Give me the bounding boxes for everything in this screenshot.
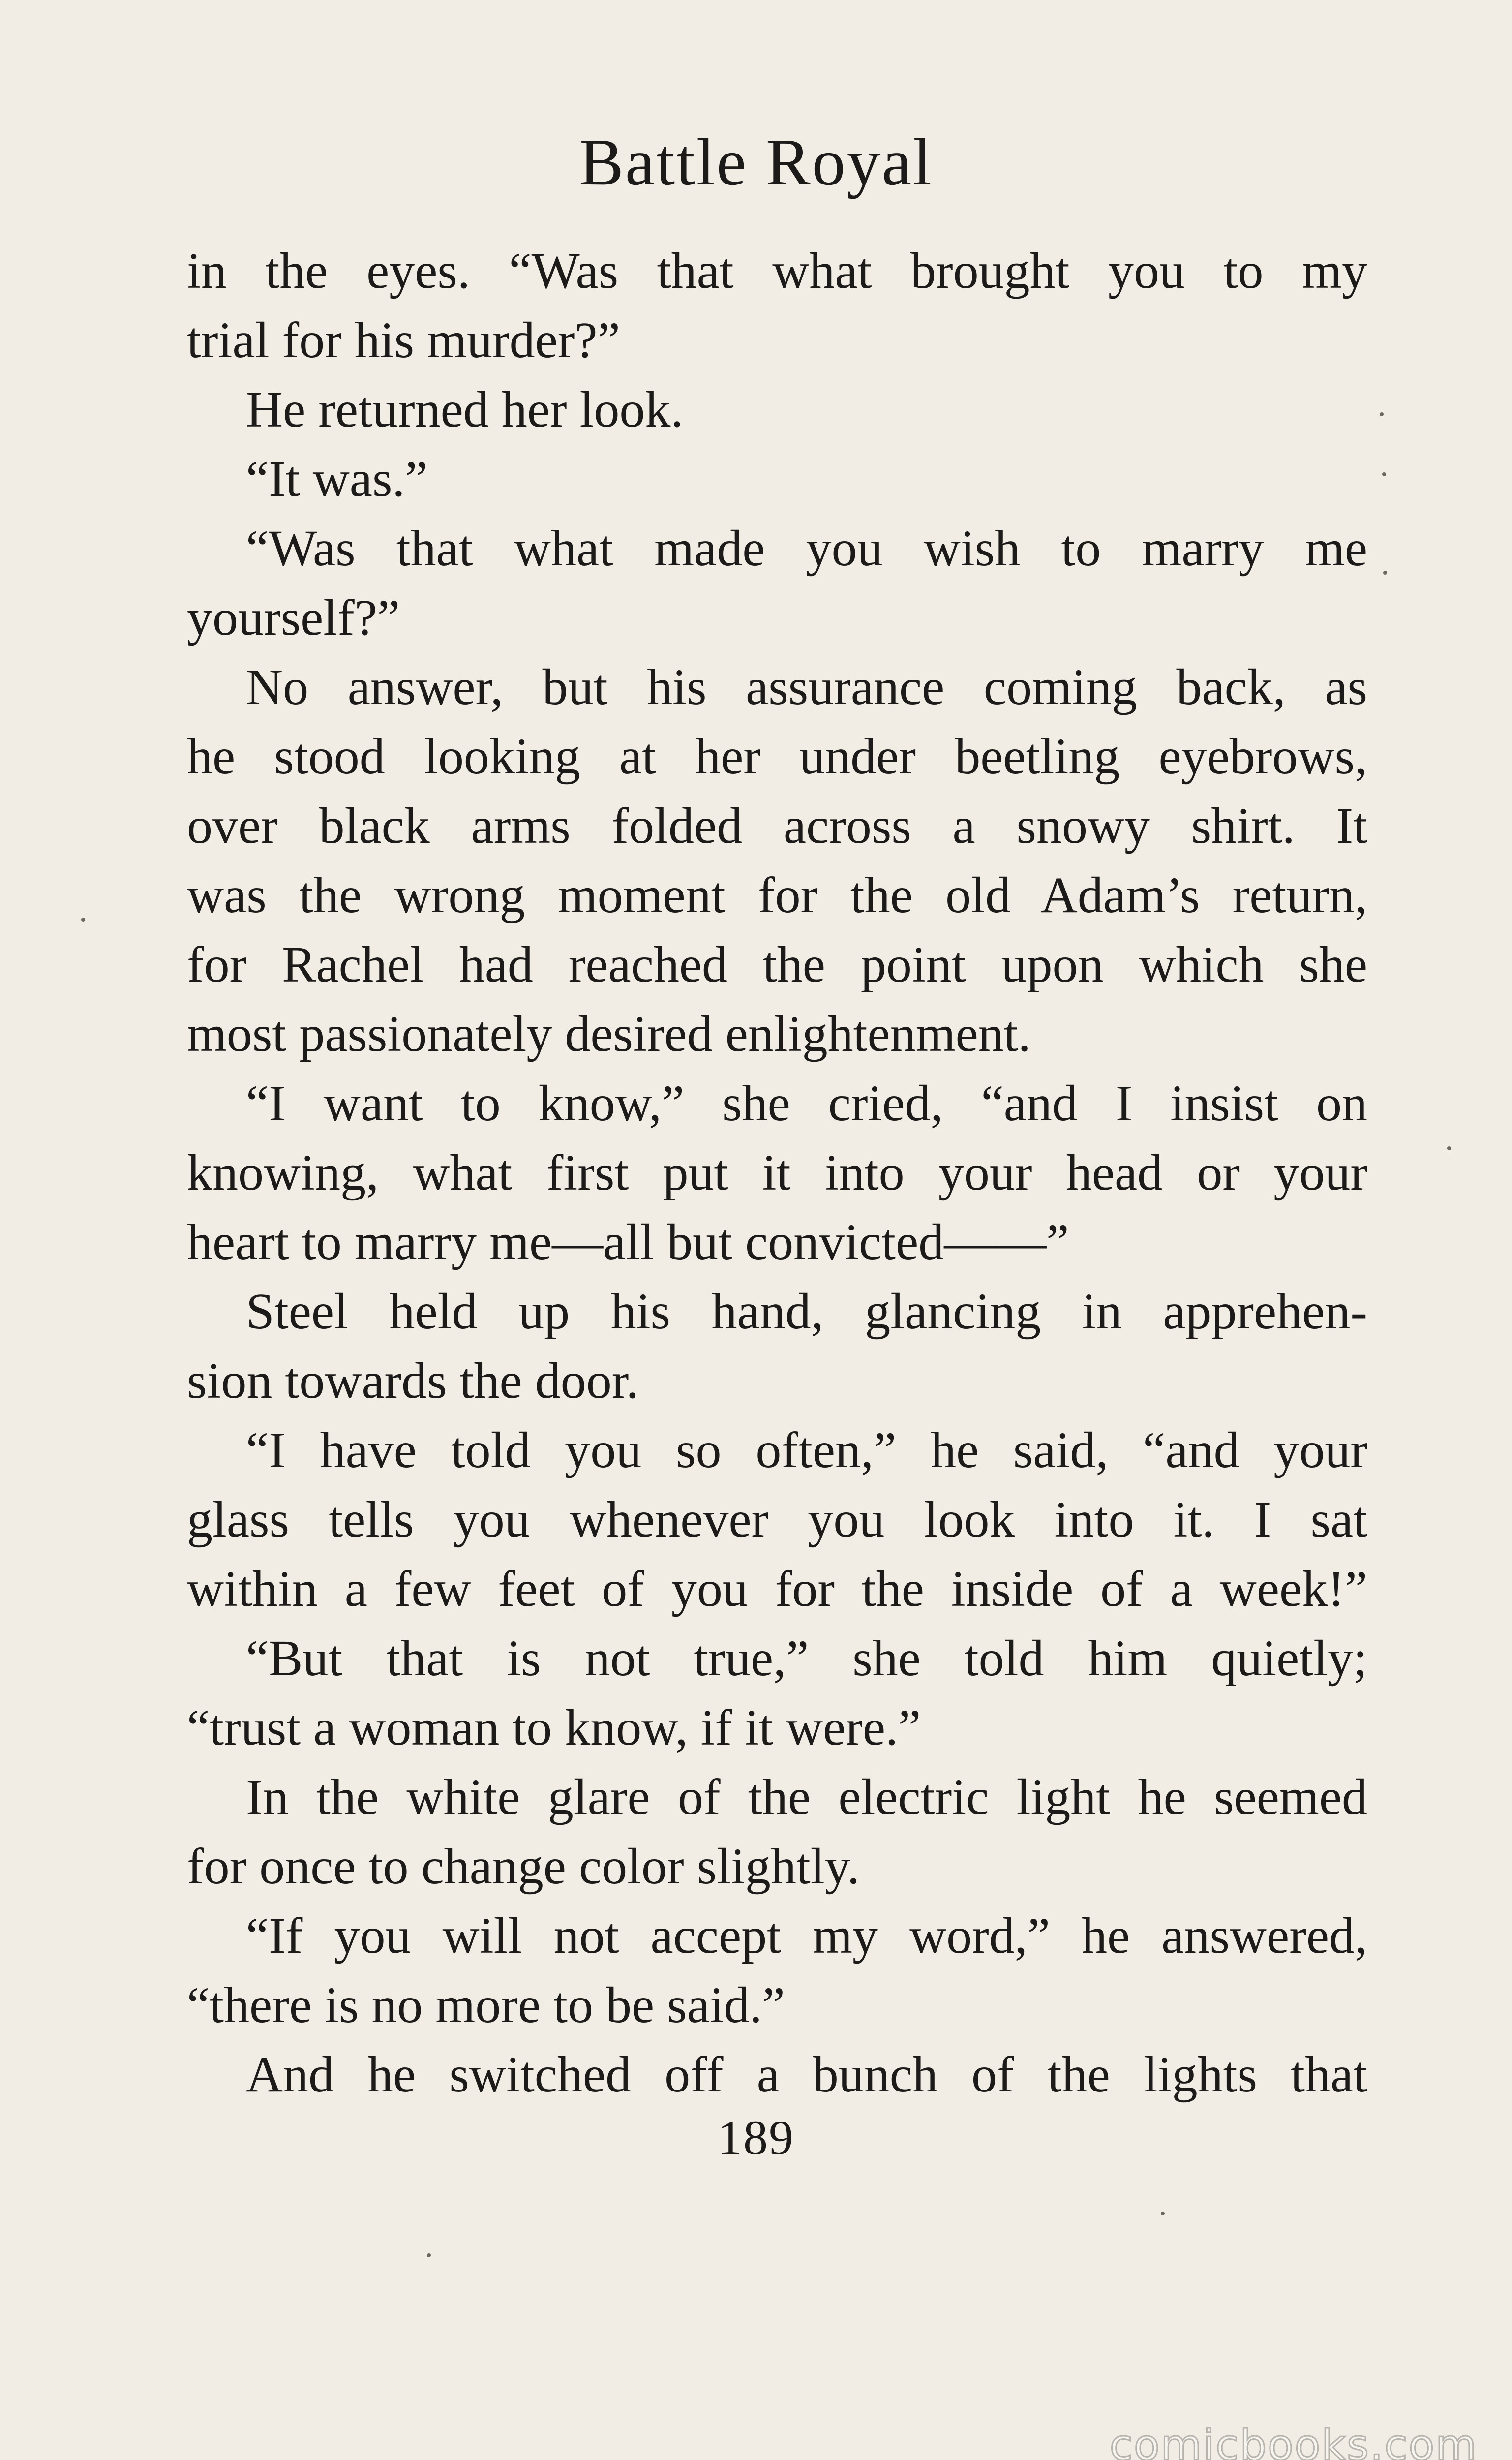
text-line: heart to marry me—all but convicted——” xyxy=(187,1214,1069,1270)
text-line: “But that is not true,” she told him quietly; xyxy=(246,1630,1367,1687)
paper-speck xyxy=(1380,412,1384,416)
text-line: “trust a woman to know, if it were.” xyxy=(187,1699,921,1756)
text-line: Steel held up his hand, glancing in apprehen- xyxy=(246,1283,1367,1340)
text-line: in the eyes. “Was that what brought you to my xyxy=(187,243,1367,299)
text-line: trial for his murder?” xyxy=(187,312,620,369)
text-line: “I want to know,” she cried, “and I insist on xyxy=(246,1075,1367,1132)
text-line: “Was that what made you wish to marry me xyxy=(246,520,1367,577)
text-line: In the white glare of the electric light he seemed xyxy=(246,1769,1367,1825)
text-line: sion towards the door. xyxy=(187,1353,639,1409)
text-line: over black arms folded across a snowy shirt. It xyxy=(187,798,1367,854)
watermark-logo: comicbooks.com xyxy=(1109,2421,1478,2460)
paper-speck xyxy=(81,918,85,922)
text-line: for once to change color slightly. xyxy=(187,1838,860,1895)
text-line: And he switched off a bunch of the lights that xyxy=(246,2046,1367,2103)
text-line: “there is no more to be said.” xyxy=(187,1977,785,2033)
paper-speck xyxy=(1382,472,1386,476)
text-line: “It was.” xyxy=(246,451,428,507)
text-line: within a few feet of you for the inside of a week!” xyxy=(187,1561,1367,1617)
text-line: “If you will not accept my word,” he answered, xyxy=(246,1907,1367,1964)
paper-speck xyxy=(1383,571,1387,575)
paper-speck xyxy=(1447,1146,1451,1150)
text-line: he stood looking at her under beetling eyebrows, xyxy=(187,728,1367,785)
text-line: yourself?” xyxy=(187,589,400,646)
text-line: was the wrong moment for the old Adam’s return, xyxy=(187,867,1367,923)
text-line: glass tells you whenever you look into it. I sat xyxy=(187,1491,1367,1548)
paper-speck xyxy=(1161,2212,1165,2215)
text-line: for Rachel had reached the point upon which she xyxy=(187,936,1367,993)
running-head: Battle Royal xyxy=(579,125,933,199)
text-line: He returned her look. xyxy=(246,381,684,438)
text-line: most passionately desired enlightenment. xyxy=(187,1006,1031,1062)
body-text xyxy=(187,236,1367,2109)
text-line: knowing, what first put it into your head or your xyxy=(187,1144,1367,1201)
page-number: 189 xyxy=(718,2110,794,2165)
paper-speck xyxy=(427,2253,431,2257)
text-line: “I have told you so often,” he said, “and your xyxy=(246,1422,1367,1478)
text-line: No answer, but his assurance coming back, as xyxy=(246,659,1367,715)
